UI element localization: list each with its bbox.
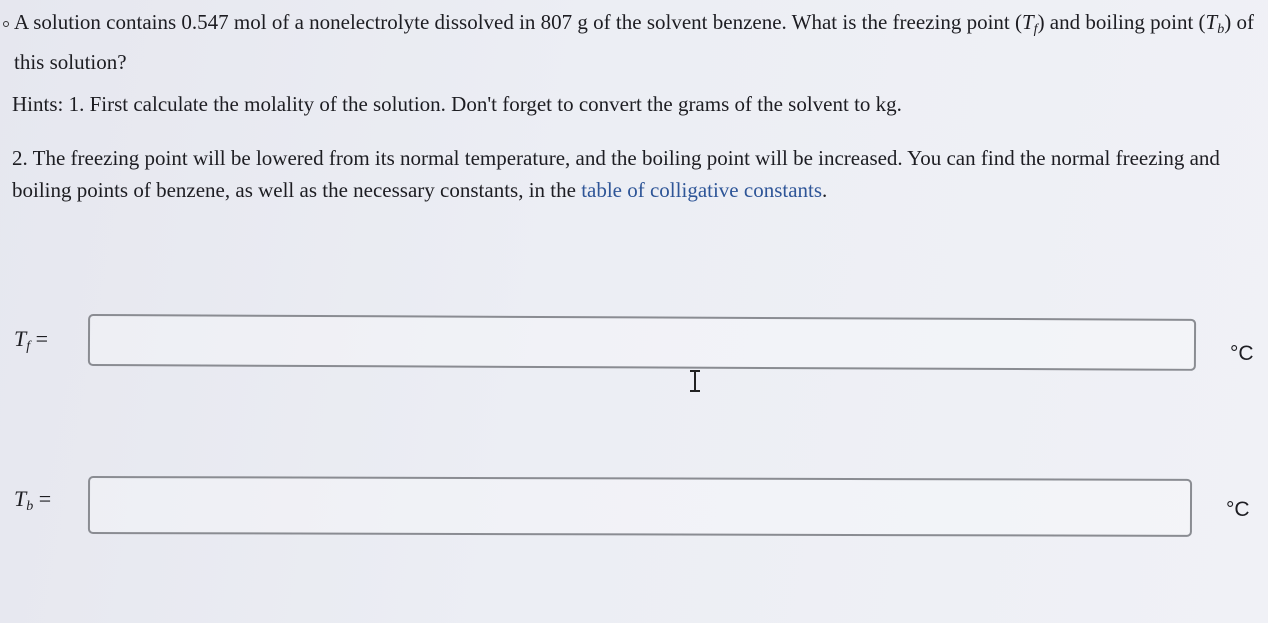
colligative-constants-link[interactable]: table of colligative constants xyxy=(581,178,823,202)
boiling-point-symbol: $T_b$ xyxy=(1205,10,1225,37)
boiling-point-row xyxy=(0,466,1268,536)
question-text: A solution contains 0.547 mol of a nonelectrolyte dissolved in 807 g of the solvent benzene. What is the freezing point $(T_f)$ and boiling point $(T_b)$ of this solution? xyxy=(14,6,1259,79)
boiling-point-input[interactable] xyxy=(88,476,1192,537)
boiling-point-label: $T_b$ = xyxy=(14,486,52,514)
freezing-point-row xyxy=(0,306,1268,376)
boiling-point-unit: °C xyxy=(1226,498,1250,521)
freezing-point-symbol: $T_f$ xyxy=(1021,10,1038,37)
hint-1: Hints: 1. First calculate the molality of the solution. Don't forget to convert the grams of the solvent to kg. xyxy=(12,92,902,116)
freezing-point-input[interactable] xyxy=(88,314,1196,371)
question-bullet-icon xyxy=(3,21,9,27)
hint-2: 2. The freezing point will be lowered from its normal temperature, and the boiling point will be increased. You can find the normal freezing and boiling points of benzene, as well as the necessary constants, in the table of colligative constants. xyxy=(12,146,1220,202)
freezing-point-unit: °C xyxy=(1230,342,1254,365)
freezing-point-label: $T_f$ = xyxy=(14,326,49,354)
i-beam-cursor-icon xyxy=(688,370,702,392)
